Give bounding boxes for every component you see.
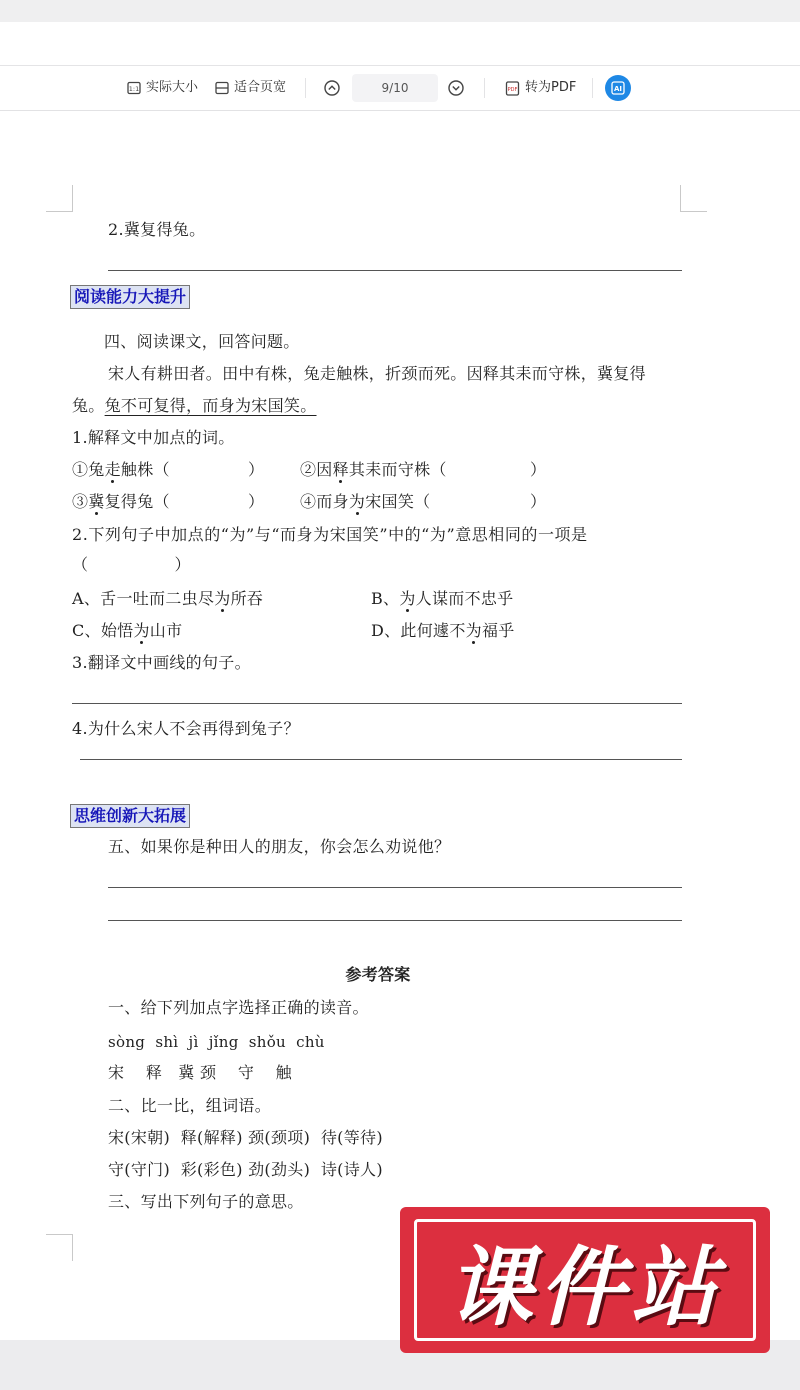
blank-close: ） xyxy=(248,460,265,479)
fit-width-button[interactable] xyxy=(215,78,286,98)
watermark-border xyxy=(414,1219,756,1341)
actual-size-icon xyxy=(127,81,141,95)
watermark-stamp xyxy=(400,1207,770,1353)
option-text: 所吞 xyxy=(230,589,264,608)
toolbar-divider xyxy=(592,78,593,98)
dotted-character: 冀 xyxy=(88,492,105,511)
answer-key-title: 参考答案 xyxy=(345,965,411,984)
option-a xyxy=(72,588,263,610)
section-title-reading: 阅读能力大提升 xyxy=(70,285,190,309)
answer-line xyxy=(72,703,682,704)
word-item-text: ①兔 xyxy=(72,460,105,479)
sub-question: 4.为什么宋人不会再得到兔子？ xyxy=(72,719,300,738)
underlined-sentence: 兔不可复得，而身为宋国笑。 xyxy=(104,396,317,415)
svg-text:PDF: PDF xyxy=(507,86,518,93)
actual-size-button[interactable] xyxy=(127,78,198,98)
character-row: 宋 释 冀 颈 守 触 xyxy=(108,1063,292,1082)
dotted-character: 为 xyxy=(399,589,416,608)
blank-close: ） xyxy=(530,492,547,511)
answer-line xyxy=(108,920,682,921)
pdf-icon xyxy=(505,81,520,96)
convert-pdf-button[interactable] xyxy=(505,78,576,98)
svg-text:1:1: 1:1 xyxy=(128,85,140,93)
answer-heading: 二、比一比，组词语。 xyxy=(108,1096,272,1115)
question-heading: 五、如果你是种田人的朋友，你会怎么劝说他？ xyxy=(108,837,451,856)
option-text: 山市 xyxy=(149,621,183,640)
word-item xyxy=(300,491,430,513)
watermark-text: 课件站 xyxy=(447,1238,723,1338)
word-pairs-row: 宋(宋朝) 释(解释) 颈(颈项) 待(等待) xyxy=(108,1128,383,1147)
word-item xyxy=(72,491,170,513)
word-item xyxy=(300,459,447,481)
option-d xyxy=(371,620,515,642)
answer-heading: 一、给下列加点字选择正确的读音。 xyxy=(108,998,369,1017)
toolbar-divider xyxy=(484,78,485,98)
section-title-thinking: 思维创新大拓展 xyxy=(70,804,190,828)
passage-text: 兔。 xyxy=(72,396,105,415)
previous-page-icon[interactable] xyxy=(323,79,341,97)
option-text: 福乎 xyxy=(481,621,515,640)
dotted-character: 为 xyxy=(348,492,366,511)
page-corner-mark xyxy=(46,185,73,212)
actual-size-label: 实际大小 xyxy=(146,80,199,95)
question-text: 2.冀复得兔。 xyxy=(108,220,206,239)
answer-line xyxy=(108,270,682,271)
dotted-character: 为 xyxy=(465,621,482,640)
answer-line xyxy=(80,759,682,760)
svg-text:AI: AI xyxy=(613,85,623,94)
page-corner-mark xyxy=(46,1234,73,1261)
answer-blank: （ ） xyxy=(72,555,191,574)
page-corner-mark xyxy=(680,185,707,212)
option-text: D、此何遽不 xyxy=(371,621,466,640)
dotted-character: 释 xyxy=(332,460,349,479)
blank-close: ） xyxy=(248,492,265,511)
option-text: A、舌一吐而二虫尽 xyxy=(72,589,215,608)
toolbar-divider xyxy=(305,78,306,98)
word-item-text: 宋国笑（ xyxy=(365,492,431,511)
pinyin-row: sòng shì jì jǐng shǒu chù xyxy=(108,1033,325,1051)
page-number-input[interactable]: 9/10 xyxy=(352,74,438,102)
word-item-text: ③ xyxy=(72,492,89,511)
option-text: 人谋而不忠乎 xyxy=(415,589,514,608)
passage-line: 宋人有耕田者。田中有株，兔走触株，折颈而死。因释其耒而守株，冀复得 xyxy=(108,364,646,383)
dotted-character: 为 xyxy=(133,621,150,640)
answer-heading: 三、写出下列句子的意思。 xyxy=(108,1192,304,1211)
word-item-text: 其耒而守株（ xyxy=(348,460,447,479)
viewer-header xyxy=(0,22,800,66)
word-item xyxy=(72,459,170,481)
browser-top-band xyxy=(0,0,800,22)
convert-pdf-label: 转为PDF xyxy=(525,80,577,95)
option-c xyxy=(72,620,182,642)
answer-line xyxy=(108,887,682,888)
option-b xyxy=(371,588,513,610)
ai-assistant-button[interactable] xyxy=(605,75,631,101)
word-pairs-row: 守(守门) 彩(彩色) 劲(劲头) 诗(诗人) xyxy=(108,1160,383,1179)
fit-width-icon xyxy=(215,81,229,95)
word-item-text: 复得兔（ xyxy=(104,492,170,511)
sub-question: 3.翻译文中画线的句子。 xyxy=(72,653,251,672)
word-item-text: 触株（ xyxy=(120,460,170,479)
blank-close: ） xyxy=(530,460,547,479)
dotted-character: 走 xyxy=(104,460,121,479)
passage-line xyxy=(72,395,317,417)
sub-question: 1.解释文中加点的词。 xyxy=(72,428,235,447)
word-item-text: ②因 xyxy=(300,460,333,479)
word-item-text: ④而身 xyxy=(300,492,349,511)
sub-question: 2.下列句子中加点的“为”与“而身为宋国笑”中的“为”意思相同的一项是 xyxy=(72,525,588,544)
dotted-character: 为 xyxy=(214,589,231,608)
question-heading: 四、阅读课文，回答问题。 xyxy=(104,332,300,351)
document-page xyxy=(0,111,800,1340)
fit-width-label: 适合页宽 xyxy=(234,80,287,95)
option-text: C、始悟 xyxy=(72,621,134,640)
viewer-toolbar xyxy=(0,66,800,111)
option-text: B、 xyxy=(371,589,400,608)
next-page-icon[interactable] xyxy=(447,79,465,97)
ai-icon xyxy=(610,80,626,96)
